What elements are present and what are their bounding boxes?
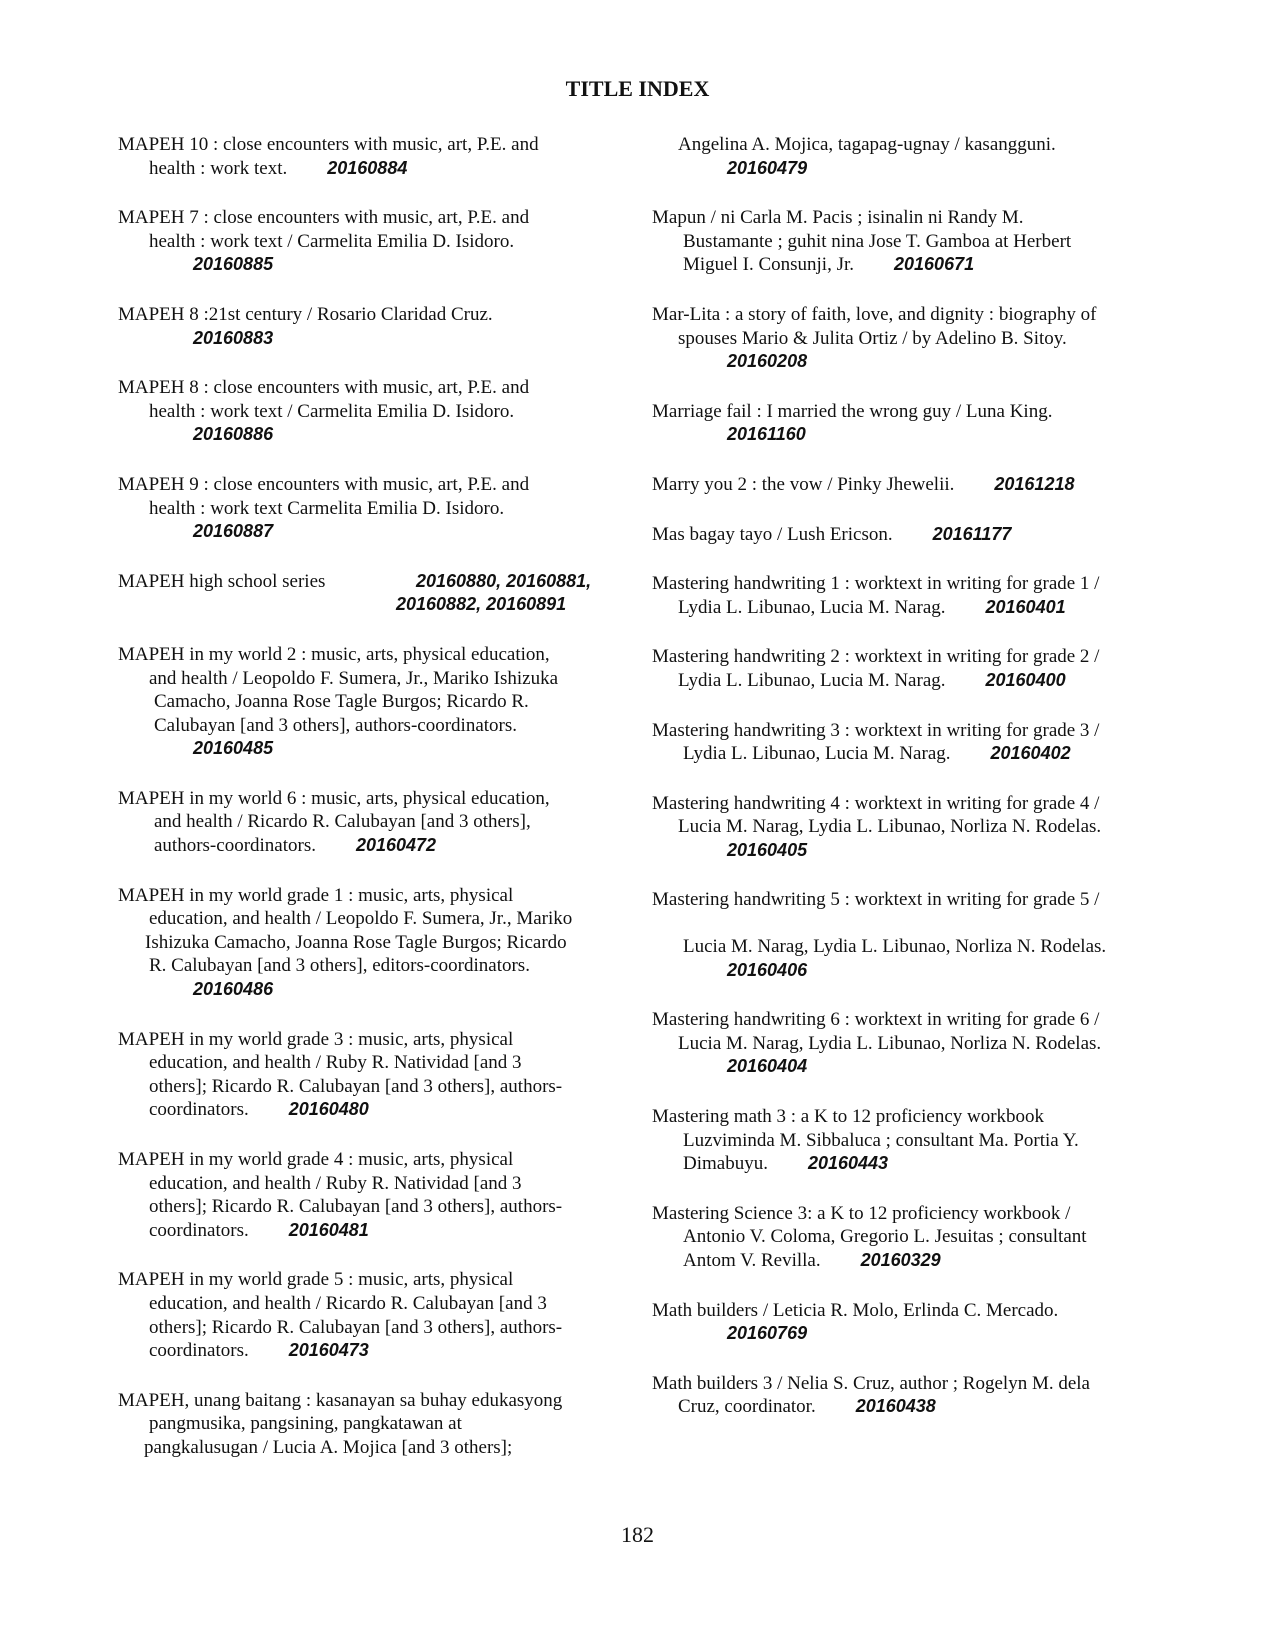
index-entry <box>652 792 1162 863</box>
control-number: 20160473 <box>288 1340 369 1361</box>
entry-title-line: Dimabuyu. <box>683 1153 768 1175</box>
control-number: 20160486 <box>193 979 274 1000</box>
entry-title-line: Mas bagay tayo / Lush Ericson. <box>652 523 893 545</box>
control-number: 20160769 <box>727 1323 808 1344</box>
index-entry <box>652 133 1162 180</box>
entry-title-line: MAPEH in my world grade 1 : music, arts, physical <box>118 884 514 906</box>
entry-title-line: Miguel I. Consunji, Jr. <box>683 254 855 276</box>
entry-title-line: MAPEH in my world 6 : music, arts, physical education, <box>118 787 550 809</box>
control-number: 20160480 <box>288 1099 369 1120</box>
control-number: 20160885 <box>193 254 274 275</box>
entry-title-line: Marriage fail : I married the wrong guy / Luna King. <box>652 400 1053 422</box>
index-entry <box>652 1008 1162 1079</box>
index-entry <box>118 1389 618 1460</box>
entry-title-line: Mastering handwriting 1 : worktext in writing for grade 1 / <box>652 573 1100 595</box>
entry-title-line: Antom V. Revilla. <box>683 1250 821 1271</box>
page-number: 182 <box>621 1522 654 1547</box>
entry-title-line: health : work text / Carmelita Emilia D. Isidoro. <box>149 230 515 252</box>
entry-title-line: Mastering handwriting 2 : worktext in writing for grade 2 / <box>652 646 1100 668</box>
entry-title-line: Lucia M. Narag, Lydia L. Libunao, Norliza N. Rodelas. <box>683 936 1107 958</box>
index-entry <box>118 133 618 180</box>
entry-title-line: pangmusika, pangsining, pangkatawan at <box>149 1413 462 1435</box>
index-entry <box>118 376 618 447</box>
entry-title-line: Lucia M. Narag, Lydia L. Libunao, Norliza N. Rodelas. <box>678 816 1102 838</box>
control-number: 20161218 <box>994 473 1075 494</box>
control-number: 20160485 <box>193 738 274 759</box>
entry-title-line: Mastering handwriting 4 : worktext in writing for grade 4 / <box>652 792 1100 814</box>
entry-title-line: MAPEH in my world grade 3 : music, arts, physical <box>118 1028 514 1050</box>
entry-title-line: Marry you 2 : the vow / Pinky Jhewelii. <box>652 473 955 495</box>
control-number: 20160438 <box>855 1396 936 1417</box>
index-entry <box>118 1028 618 1122</box>
control-number: 20160208 <box>727 351 808 372</box>
entry-title-line: Cruz, coordinator. <box>678 1396 816 1418</box>
control-number: 20160402 <box>990 743 1071 764</box>
entry-title-line: spouses Mario & Julita Ortiz / by Adelino B. Sitoy. <box>678 327 1067 349</box>
left-column <box>118 133 618 1460</box>
entry-title-line: Ishizuka Camacho, Joanna Rose Tagle Burgos; Ricardo <box>145 931 567 953</box>
index-entry <box>118 1148 618 1242</box>
entry-title-line: education, and health / Ricardo R. Calubayan [and 3 <box>149 1292 547 1314</box>
control-number: 20160401 <box>985 596 1066 617</box>
control-number: 20160479 <box>727 157 808 178</box>
entry-title-line: Lydia L. Libunao, Lucia M. Narag. <box>678 596 946 618</box>
entry-title-line: MAPEH high school series <box>118 570 326 592</box>
control-number: 20160671 <box>894 254 975 275</box>
control-number: 20160481 <box>288 1219 369 1240</box>
entry-title-line: health : work text. <box>149 157 288 179</box>
entry-title-line: coordinators. <box>149 1340 249 1362</box>
entry-title-line: Antonio V. Coloma, Gregorio L. Jesuitas ; consultant <box>683 1226 1087 1248</box>
entry-title-line: MAPEH 9 : close encounters with music, art, P.E. and <box>118 473 530 495</box>
entry-title-line: Mastering Science 3: a K to 12 proficiency workbook / <box>652 1202 1071 1224</box>
entry-title-line: Mar-Lita : a story of faith, love, and dignity : biography of <box>652 303 1097 325</box>
entry-title-line: education, and health / Ruby R. Natividad [and 3 <box>149 1052 522 1074</box>
index-entry <box>118 643 618 761</box>
control-number: 20160404 <box>727 1056 808 1077</box>
entry-title-line: Mastering handwriting 5 : worktext in writing for grade 5 / <box>652 889 1100 911</box>
entry-title-line: Calubayan [and 3 others], authors-coordinators. <box>154 714 518 736</box>
control-number: 20160880, 20160881, <box>416 570 592 591</box>
index-entry <box>652 473 1162 497</box>
entry-title-line: coordinators. <box>149 1099 249 1121</box>
control-number: 20160406 <box>727 959 808 980</box>
control-number: 20160329 <box>860 1250 941 1270</box>
entry-title-line: Mapun / ni Carla M. Pacis ; isinalin ni Randy M. <box>652 207 1024 229</box>
control-number: 20160400 <box>985 669 1066 690</box>
entry-title-line: MAPEH, unang baitang : kasanayan sa buhay edukasyong <box>118 1389 563 1411</box>
control-number: 20160443 <box>807 1153 889 1174</box>
entry-title-line: authors-coordinators. <box>154 835 316 857</box>
entry-title-line: Math builders 3 / Nelia S. Cruz, author ; Rogelyn M. dela <box>652 1372 1090 1394</box>
entry-title-line: Lucia M. Narag, Lydia L. Libunao, Norliza N. Rodelas. <box>678 1032 1102 1054</box>
entry-title-line: Mastering handwriting 6 : worktext in writing for grade 6 / <box>652 1009 1100 1031</box>
entry-title-line: R. Calubayan [and 3 others], editors-coordinators. <box>149 955 530 977</box>
entry-title-line: education, and health / Ruby R. Natividad [and 3 <box>149 1172 522 1194</box>
control-number: 20160883 <box>193 327 274 348</box>
entry-title-line: health : work text / Carmelita Emilia D. Isidoro. <box>149 400 515 422</box>
entry-title-line: Mastering math 3 : a K to 12 proficiency workbook <box>652 1106 1045 1128</box>
control-number: 20160405 <box>727 839 808 860</box>
entry-title-line: MAPEH in my world 2 : music, arts, physical education, <box>118 643 550 665</box>
index-entry <box>652 1372 1162 1419</box>
entry-title-line: MAPEH 8 :21st century / Rosario Claridad Cruz. <box>118 303 493 325</box>
control-number: 20160886 <box>193 424 274 445</box>
entry-title-line: MAPEH 10 : close encounters with music, art, P.E. and <box>118 134 539 155</box>
index-entry <box>652 206 1162 277</box>
entry-title-line: MAPEH in my world grade 5 : music, arts, physical <box>118 1269 514 1291</box>
index-entry <box>652 1105 1162 1176</box>
index-entry <box>652 1202 1162 1273</box>
entry-title-line: Bustamante ; guhit nina Jose T. Gamboa at Herbert <box>683 230 1072 252</box>
entry-title-line: Math builders / Leticia R. Molo, Erlinda C. Mercado. <box>652 1299 1059 1321</box>
control-number: 20160887 <box>193 521 274 542</box>
index-entry <box>118 206 618 277</box>
right-column <box>652 133 1162 1419</box>
index-entry <box>652 719 1162 766</box>
control-number: 20160884 <box>327 157 408 178</box>
index-entry <box>118 473 618 544</box>
entry-title-line: MAPEH 7 : close encounters with music, art, P.E. and <box>118 207 530 229</box>
control-number: 20160882, 20160891 <box>396 594 567 615</box>
entry-title-line: Camacho, Joanna Rose Tagle Burgos; Ricardo R. <box>154 691 529 713</box>
page-title: TITLE INDEX <box>565 76 710 101</box>
entry-title-line: others]; Ricardo R. Calubayan [and 3 others], authors- <box>149 1075 563 1097</box>
index-entry <box>652 400 1162 447</box>
entry-title-line: others]; Ricardo R. Calubayan [and 3 others], authors- <box>149 1196 563 1218</box>
index-entry <box>118 787 618 858</box>
index-entry <box>652 1299 1162 1346</box>
index-entry <box>652 303 1162 374</box>
entry-title-line: pangkalusugan / Lucia A. Mojica [and 3 others]; <box>144 1436 513 1458</box>
entry-title-line: Luzviminda M. Sibbaluca ; consultant Ma. Portia Y. <box>683 1129 1079 1151</box>
entry-title-line: Angelina A. Mojica, tagapag-ugnay / kasangguni. <box>678 134 1056 155</box>
entry-title-line: Mastering handwriting 3 : worktext in writing for grade 3 / <box>652 719 1100 741</box>
entry-title-line: and health / Leopoldo F. Sumera, Jr., Mariko Ishizuka <box>149 667 559 689</box>
control-number: 20161160 <box>727 424 806 445</box>
index-entry <box>118 1268 618 1362</box>
index-entry <box>652 645 1162 692</box>
entry-title-line: MAPEH in my world grade 4 : music, arts, physical <box>118 1149 514 1170</box>
index-entry <box>652 523 1162 547</box>
entry-title-line: MAPEH 8 : close encounters with music, art, P.E. and <box>118 377 530 399</box>
control-number: 20160472 <box>355 835 437 856</box>
entry-title-line: and health / Ricardo R. Calubayan [and 3 others], <box>154 811 531 833</box>
index-entry <box>118 884 618 1002</box>
index-entry <box>118 303 618 350</box>
entry-title-line: coordinators. <box>149 1219 249 1241</box>
entry-title-line: Lydia L. Libunao, Lucia M. Narag. <box>683 743 951 765</box>
entry-title-line: others]; Ricardo R. Calubayan [and 3 others], authors- <box>149 1316 563 1338</box>
entry-title-line: Lydia L. Libunao, Lucia M. Narag. <box>678 669 946 691</box>
index-entry <box>652 888 1162 982</box>
control-number: 20161177 <box>932 523 1012 544</box>
index-entry <box>652 572 1162 619</box>
entry-title-line: health : work text Carmelita Emilia D. Isidoro. <box>149 497 505 519</box>
index-entry <box>118 570 618 617</box>
entry-title-line: education, and health / Leopoldo F. Sumera, Jr., Mariko <box>149 908 573 930</box>
